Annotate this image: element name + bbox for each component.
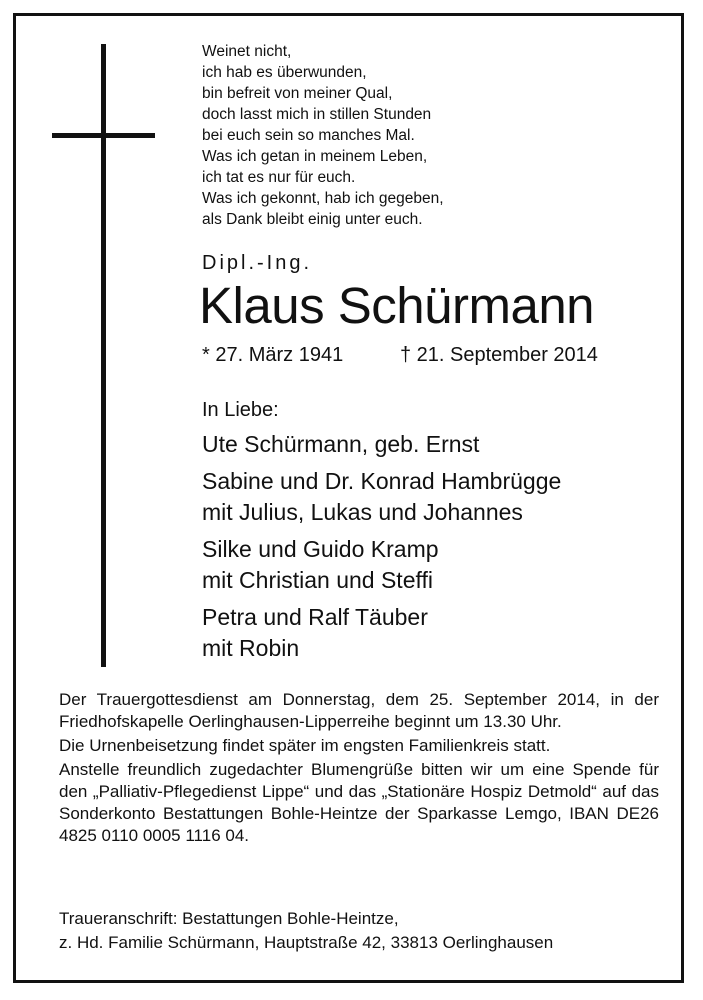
poem-line: Was ich getan in meinem Leben,	[202, 148, 428, 165]
poem-line: ich tat es nur für euch.	[202, 169, 356, 186]
poem	[202, 41, 444, 230]
mourner-group	[202, 534, 561, 596]
mourners-intro: In Liebe:	[202, 399, 279, 421]
poem-line: bin befreit von meiner Qual,	[202, 85, 393, 102]
donation-text: Anstelle freundlich zugedachter Blumengrüße bitten wir um eine Spende für den „Palliativ-Pflegedienst Lippe“ und das „Stationäre Hospiz Detmold“ auf das Sonderkonto Bestattungen Bohle-Heintze der Sparkasse Lemgo, IBAN DE26 4825 0110 0005 1116 04.	[59, 760, 659, 845]
poem-line: ich hab es überwunden,	[202, 64, 367, 81]
cross-icon-bar	[52, 133, 155, 138]
mourner-group	[202, 429, 561, 460]
poem-line: Was ich gekonnt, hab ich gegeben,	[202, 190, 444, 207]
mourner-line: mit Robin	[202, 635, 300, 661]
address-line: Traueranschrift: Bestattungen Bohle-Heintze,	[59, 909, 399, 928]
life-dates	[202, 344, 598, 367]
mourner-line: mit Julius, Lukas und Johannes	[202, 499, 523, 525]
mourners-list	[202, 397, 561, 664]
poem-line: als Dank bleibt einig unter euch.	[202, 211, 423, 228]
poem-line: doch lasst mich in stillen Stunden	[202, 106, 432, 123]
deceased-name: Klaus Schürmann	[199, 277, 595, 334]
mourner-group	[202, 602, 561, 664]
poem-line: bei euch sein so manches Mal.	[202, 127, 415, 144]
birth-date: * 27. März 1941	[202, 344, 344, 366]
death-date: † 21. September 2014	[400, 344, 598, 366]
mourner-group	[202, 466, 561, 528]
mourner-line: Sabine und Dr. Konrad Hambrügge	[202, 468, 562, 494]
academic-title: Dipl.-Ing.	[202, 252, 313, 274]
mourner-line: Silke und Guido Kramp	[202, 536, 439, 562]
service-text: Der Trauergottesdienst am Donnerstag, dem 25. September 2014, in der Friedhofskapelle Oerlinghausen-Lipperreihe beginnt um 13.30 Uhr.	[59, 690, 659, 731]
mourner-line: Petra und Ralf Täuber	[202, 604, 428, 630]
mourner-line: mit Christian und Steffi	[202, 567, 433, 593]
burial-text: Die Urnenbeisetzung findet später im engsten Familienkreis statt.	[59, 736, 551, 755]
wife-maiden-name: geb. Ernst	[368, 431, 480, 457]
wife-name: Ute Schürmann,	[202, 431, 369, 457]
service-notice	[59, 689, 659, 849]
mourning-address	[59, 907, 553, 955]
address-line: z. Hd. Familie Schürmann, Hauptstraße 42, 33813 Oerlinghausen	[59, 933, 554, 952]
poem-line: Weinet nicht,	[202, 43, 292, 60]
